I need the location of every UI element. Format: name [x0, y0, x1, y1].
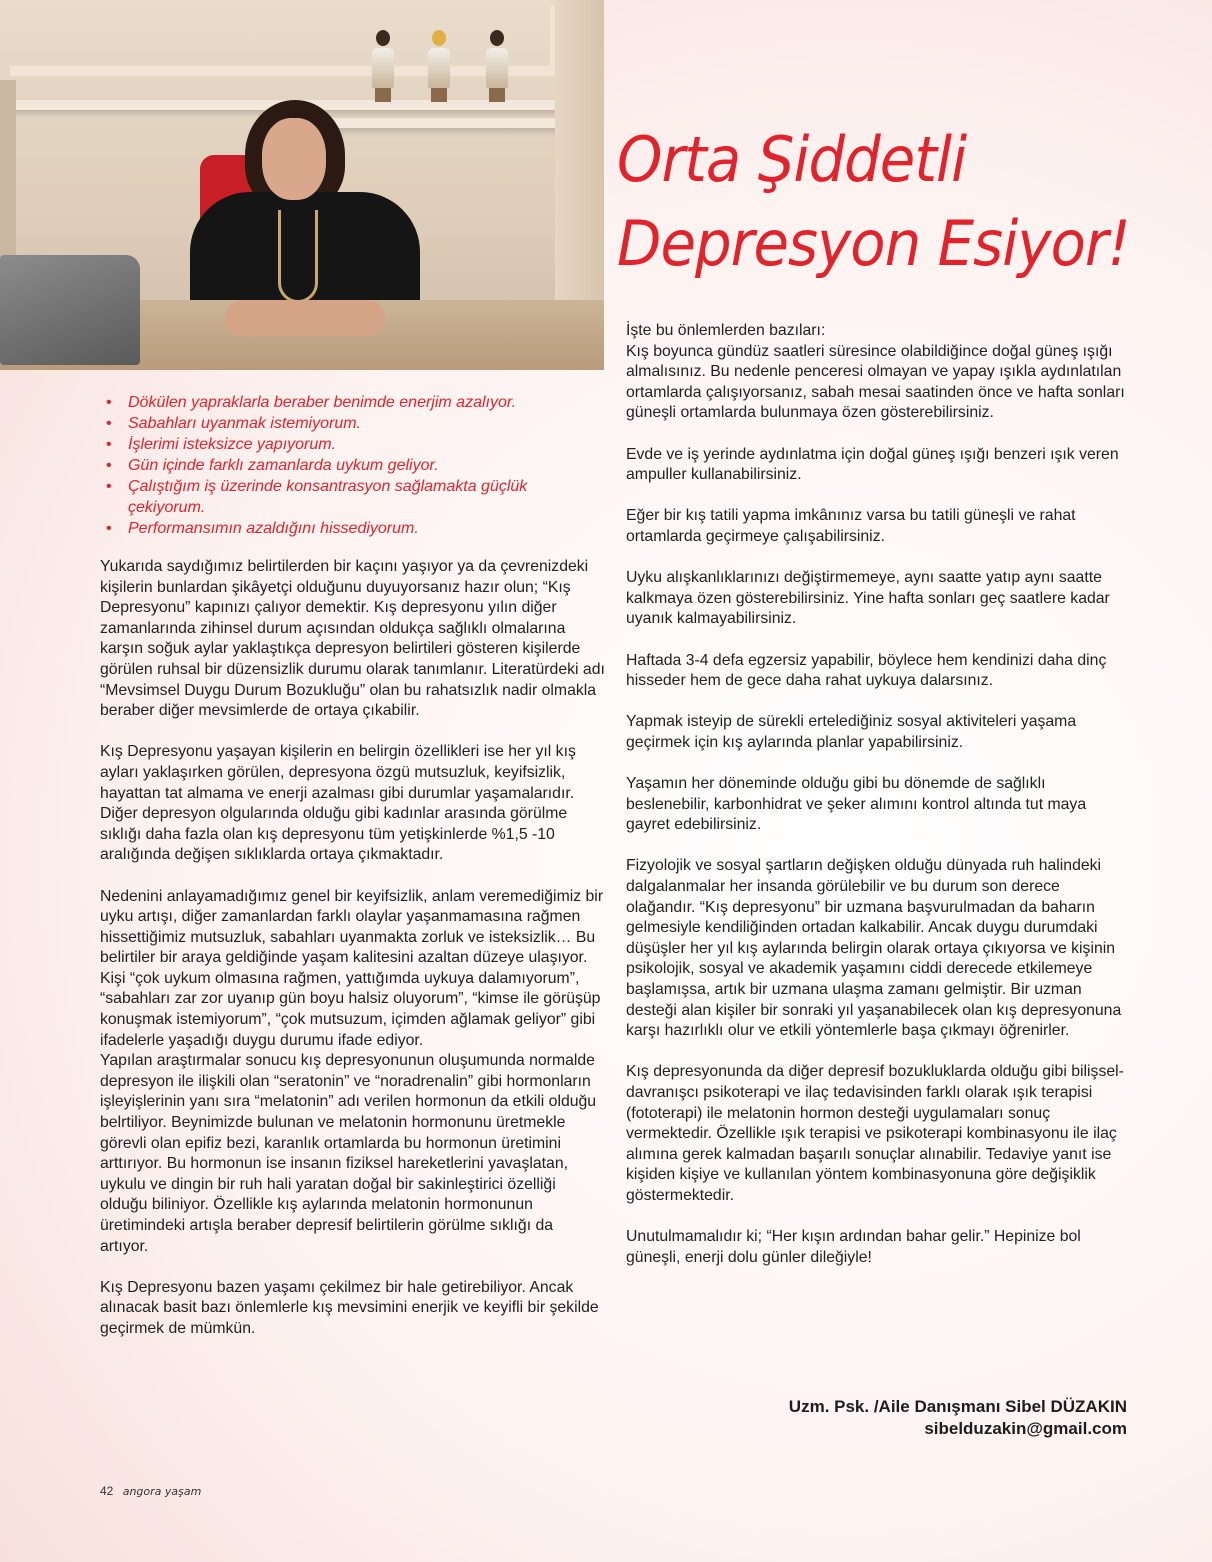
- headline-line-2: Depresyon Esiyor!: [617, 207, 1130, 280]
- magazine-name: angora yaşam: [122, 1485, 202, 1498]
- author-photo: [0, 0, 604, 370]
- figurine: [486, 30, 508, 110]
- left-column: [100, 557, 605, 1360]
- headline-line-1: Orta Şiddetli: [617, 123, 967, 196]
- page-number: 42: [100, 1484, 114, 1498]
- necklace: [278, 210, 318, 303]
- paragraph: İşte bu önlemlerden bazıları:: [626, 322, 826, 339]
- paragraph: Yapmak isteyip de sürekli ertelediğiniz sosyal aktiviteleri yaşama geçirmek için kış aylarında planlar yapabilirsiniz.: [626, 713, 1077, 751]
- paragraph: Unutulmamalıdır ki; “Her kışın ardından bahar gelir.” Hepinize bol güneşli, enerji dolu günler dileğiyle!: [626, 1228, 1081, 1266]
- list-item: • Çalıştığım iş üzerinde konsantrasyon sağlamakta güçlük çekiyorum.: [106, 476, 596, 518]
- paragraph: Uyku alışkanlıklarınızı değiştirmemeye, aynı saatte yatıp aynı saatte kalkmaya özen gösterebilirsiniz. Yine hafta sonları geç saatlere kadar uyanık kalmayabilirsiniz.: [626, 569, 1110, 628]
- author-email: sibelduzakin@gmail.com: [924, 1419, 1127, 1438]
- list-item: • Gün içinde farklı zamanlarda uykum geliyor.: [106, 455, 596, 476]
- wall: [0, 80, 16, 280]
- list-item: • Performansımın azaldığını hissediyorum.: [106, 518, 596, 539]
- paragraph: Eğer bir kış tatili yapma imkânınız varsa bu tatili güneşli ve rahat ortamlarda geçirmeye çalışabilirsiniz.: [626, 507, 1076, 545]
- shelf: [330, 118, 560, 128]
- list-item: • Dökülen yapraklarla beraber benimde enerjim azalıyor.: [106, 392, 596, 413]
- paragraph: Evde ve iş yerinde aydınlatma için doğal güneş ışığı benzeri ışık veren ampuller kullanabilirsiniz.: [626, 445, 1119, 484]
- hands: [225, 300, 385, 336]
- paragraph: Kış Depresyonu bazen yaşamı çekilmez bir hale getirebiliyor. Ancak alınacak basit bazı önlemlerle kış mevsimini enerjik ve keyifli bir şekilde geçirmek de mümkün.: [100, 1278, 599, 1337]
- person-face: [262, 118, 326, 200]
- list-item: • İşlerimi isteksizce yapıyorum.: [106, 434, 596, 455]
- right-column: [626, 321, 1131, 1289]
- laptop: [0, 255, 140, 365]
- figurine: [372, 30, 394, 110]
- article-headline: [617, 118, 1197, 286]
- paragraph: Yaşamın her döneminde olduğu gibi bu dönemde de sağlıklı beslenebilir, karbonhidrat ve şeker alımını kontrol altında tut maya gayret edebilirsiniz.: [626, 775, 1087, 834]
- paragraph: Nedenini anlayamadığımız genel bir keyifsizlik, anlam veremediğimiz bir uyku artışı, diğer zamanlardan farklı olaylar yaşanmamasına rağmen hissettiğimiz mutsuzluk, sabahları uyanmakta zorluk ve isteksizlik… Bu belirtiler bir araya geldiğinde yaşam kalitesini azaltan düzeye ulaşıyor. Kişi “çok uykum olmasına rağmen, yattığımda uykuya dalamıyorum”, “sabahları zar zor uyanıp gün boyu halsiz oluyorum”, “kimse ile görüşüp konuşmak istemiyorum”, “çok mutsuzum, içimden ağlamak geliyor” gibi ifadelerle yaşadığı duygu durumu ifade ediyor.: [100, 887, 604, 1049]
- paragraph: Yukarıda saydığımız belirtilerden bir kaçını yaşıyor ya da çevrenizdeki kişilerin bunlardan şikâyetçi olduğunu duyuyorsanız hazır olun; “Kış Depresyonu” kapınızı çalıyor demektir. Kış depresyonu yılın diğer zamanlarında zihinsel durum açısından oldukça sağlıklı olmalarına karşın soğuk aylar yaklaştıkça depresyon belirtileri gösteren kişilerde görülen ruhsal bir düzensizlik durumu olarak tanımlanır. Literatürdeki adı “Mevsimsel Duygu Durum Bozukluğu” olan bu rahatsızlık nadir olmakla beraber diğer mevsimlerde de ortaya çıkabilir.: [100, 558, 605, 720]
- symptom-list: [106, 392, 596, 539]
- page-footer: [100, 1484, 201, 1498]
- paragraph: Fizyolojik ve sosyal şartların değişken olduğu dünyada ruh halindeki dalgalanmalar her insanda görülebilir ve bu durum son derece olağandır. “Kış depresyonu” bir uzmana başvurulmadan da baharın gelmesiyle kendiliğinden ortadan kalkabilir. Ancak duygu durumdaki düşüşler her yıl kış aylarında belirgin olarak ortaya çıkıyorsa ve kişinin psikolojik, sosyal ve akademik yaşamını ciddi derecede etkilemeye başlamışsa, artık bir uzmana ulaşma zamanı gelmiştir. Bir uzman desteği alan kişiler bir sonraki yıl yaşanabilecek olan kış depresyonuna karşı hazırlıklı olur ve etkili yöntemlerle başa çıkmayı öğrenirler.: [626, 857, 1122, 1040]
- paragraph: Kış Depresyonu yaşayan kişilerin en belirgin özellikleri ise her yıl kış ayları yaklaşırken görülen, depresyona özgü mutsuzluk, keyifsizlik, hayattan tat almama ve enerji azalması gibi durumlar yaşamalarıdır. Diğer depresyon olgularında olduğu gibi kadınlar arasında görülme sıklığı daha fazla olan kış depresyonu tüm yetişkinlerde %1,5 -10 aralığında değişen sıklıklarda ortaya çıkmaktadır.: [100, 743, 576, 864]
- author-name: Uzm. Psk. /Aile Danışmanı Sibel DÜZAKIN: [788, 1397, 1127, 1416]
- wall-shelf-frame: [10, 6, 560, 76]
- paragraph: Kış boyunca gündüz saatleri süresince olabildiğince doğal güneş ışığı almalısınız. Bu nedenle penceresi olmayan ve yapay ışıkla aydınlatılan ortamlarda çalışıyorsanız, sabah mesai saatinden önce ve hafta sonları güneşli ortamlarda bulunmaya özen gösterebilirsiniz.: [626, 342, 1125, 422]
- author-signature: [789, 1396, 1127, 1440]
- paragraph: Yapılan araştırmalar sonucu kış depresyonunun oluşumunda normalde depresyon ile ilişkili olan “seratonin” ve “noradrenalin” gibi hormonların işleyişlerinin yanı sıra “melatonin” adı verilen hormonun da etkili olduğu belrtiliyor. Beynimizde bulunan ve melatonin hormonunu üretmekle görevli olan epifiz bezi, karanlık ortamlarda bu hormonun üretimini arttırıyor. Bu hormonun ise insanın fiziksel hareketlerini yavaşlatan, uykulu ve dingin bir ruh hali yaratan doğal bir sakinleştirici özelliği olduğu biliniyor. Özellikle kış aylarında melatonin hormonunun üretimindeki artışla beraber depresif belirtilerin görülme sıklığı da artıyor.: [100, 1052, 597, 1255]
- paragraph: Haftada 3-4 defa egzersiz yapabilir, böylece hem kendinizi daha dinç hisseder hem de gece daha rahat uykuya dalarsınız.: [626, 651, 1107, 690]
- figurine: [428, 30, 450, 110]
- paragraph: Kış depresyonunda da diğer depresif bozukluklarda olduğu gibi bilişsel- davranışcı psikoterapi ve ilaç tedavisinden farklı olarak ışık terapisi (fototerapi) ile melatonin hormon desteği uygulamaları sonuç vermektedir. Özellikle ışık terapisi ve psikoterapi kombinasyonu ile ilaç alımına gerek kalmadan başarılı sonuçlar alınabilir. Tedaviye yanıt ise kişiden kişiye ve kullanılan yöntem kombinasyonuna göre değişiklik göstermektedir.: [626, 1063, 1124, 1204]
- list-item: • Sabahları uyanmak istemiyorum.: [106, 413, 596, 434]
